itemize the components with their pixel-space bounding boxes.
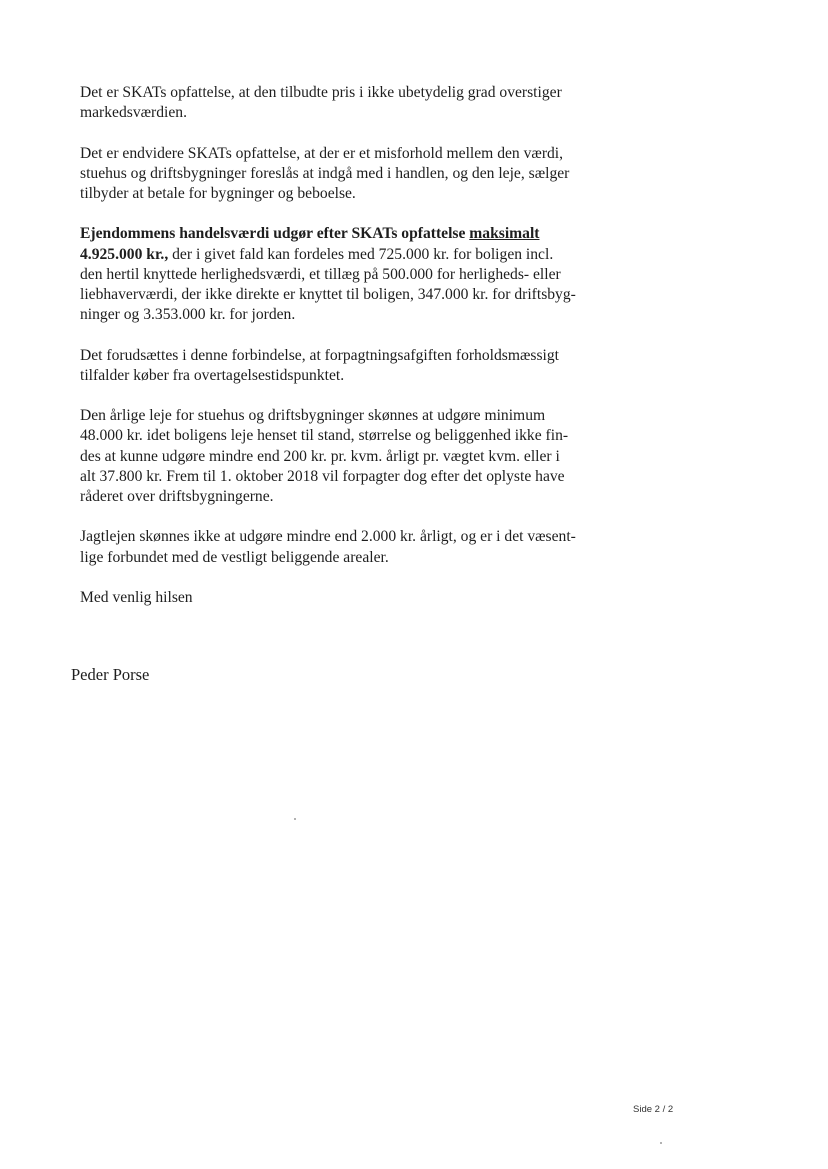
- text-line: Det er endvidere SKATs opfattelse, at der er et misforhold mellem den værdi,: [80, 144, 564, 162]
- text-line: den hertil knyttede herlighedsværdi, et tillæg på 500.000 for herligheds- eller: [80, 265, 561, 283]
- text-line: tilbyder at betale for bygninger og beboelse.: [80, 185, 356, 202]
- text-line: stuehus og driftsbygninger foreslås at indgå med i handlen, og den leje, sælger: [80, 164, 570, 182]
- trade-value-continuation: der i givet fald kan fordeles med 725.000 kr. for boligen incl.: [168, 245, 554, 263]
- text-line: Med venlig hilsen: [80, 588, 193, 606]
- paragraph-trade-value: [80, 224, 620, 325]
- text-line: des at kunne udgøre mindre end 200 kr. pr. kvm. årligt pr. vægtet kvm. eller i: [80, 447, 560, 465]
- text-line: lige forbundet med de vestligt beliggende arealer.: [80, 548, 389, 566]
- text-line: Den årlige leje for stuehus og driftsbygninger skønnes at udgøre minimum: [80, 407, 546, 425]
- text-line: Det forudsættes i denne forbindelse, at forpagtningsafgiften forholdsmæssigt: [80, 346, 559, 364]
- paragraph-annual-rent: [80, 406, 620, 507]
- text-line: alt 37.800 kr. Frem til 1. oktober 2018 vil forpagter dog efter det oplyste have: [80, 467, 565, 485]
- paragraph-lease-fee: [80, 346, 620, 386]
- paragraph-hunting-lease: [80, 527, 620, 567]
- text-line: markedsværdien.: [80, 104, 187, 122]
- text-line: tilfalder køber fra overtagelsestidspunktet.: [80, 366, 345, 384]
- trade-value-heading: Ejendommens handelsværdi udgør efter SKATs opfattelse: [80, 225, 470, 243]
- text-line: ninger og 3.353.000 kr. for jorden.: [80, 306, 296, 324]
- text-line: liebhaverværdi, der ikke direkte er knyttet til boligen, 347.000 kr. for driftsbyg-: [80, 286, 576, 303]
- scan-speck: [294, 818, 296, 820]
- scan-speck: [660, 1142, 662, 1144]
- paragraph-price-opinion: [80, 83, 620, 123]
- closing-salutation: [80, 588, 620, 608]
- text-line: 48.000 kr. idet boligens leje henset til stand, størrelse og beliggenhed ikke fin-: [80, 427, 569, 445]
- signature-name: Peder Porse: [71, 665, 150, 684]
- text-line: Det er SKATs opfattelse, at den tilbudte pris i ikke ubetydelig grad overstiger: [80, 84, 562, 101]
- text-line: [80, 245, 620, 265]
- trade-value-amount: 4.925.000 kr.,: [80, 245, 169, 263]
- text-line: råderet over driftsbygningerne.: [80, 488, 274, 505]
- text-line: [80, 224, 620, 244]
- page-number: Side 2 / 2: [633, 1104, 674, 1115]
- letter-body: [80, 83, 620, 608]
- paragraph-value-mismatch: [80, 144, 620, 205]
- maximum-emphasis: maksimalt: [469, 225, 540, 243]
- text-line: Jagtlejen skønnes ikke at udgøre mindre end 2.000 kr. årligt, og er i det væsent-: [80, 528, 576, 546]
